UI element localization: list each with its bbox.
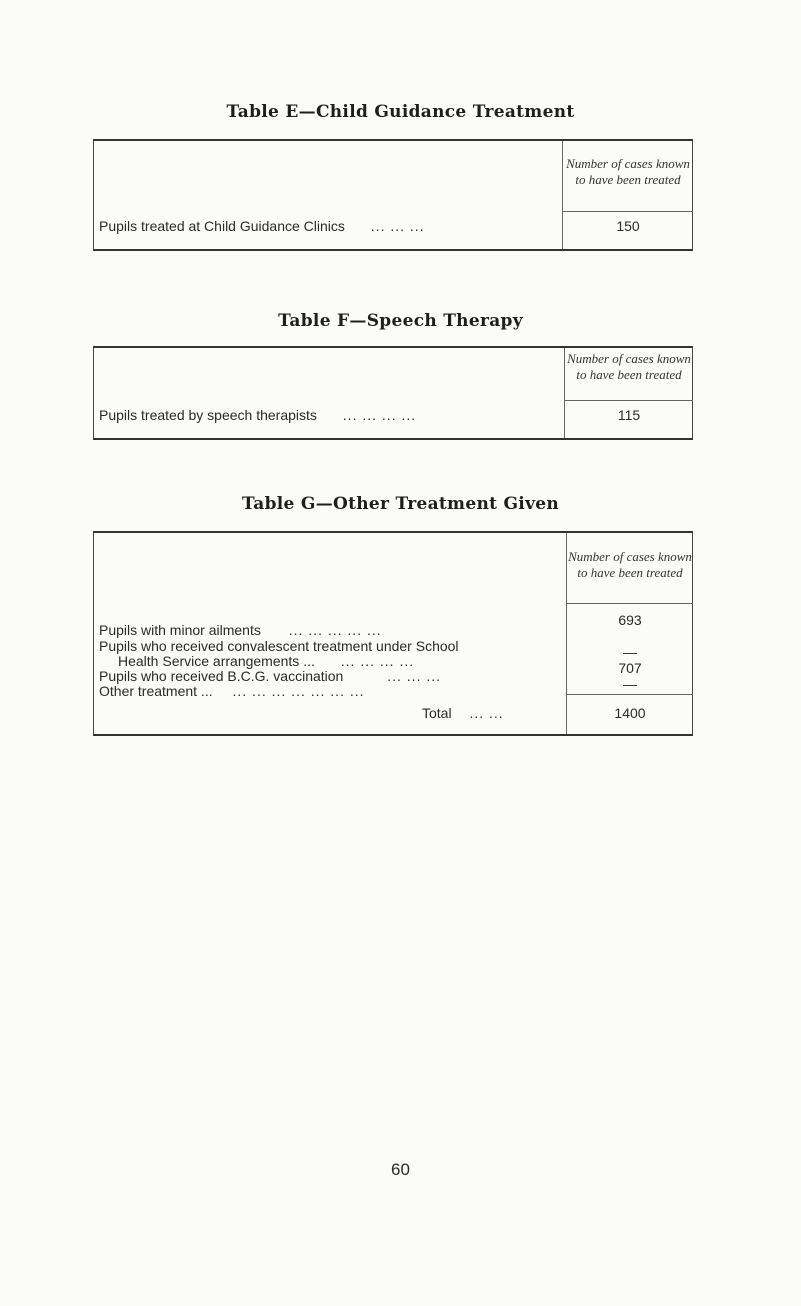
table-f	[93, 346, 693, 440]
table-row	[99, 684, 365, 698]
leader-dots: ... ... ...	[370, 218, 425, 234]
total-value: 1400	[614, 705, 646, 721]
total-label: Total	[422, 705, 452, 721]
total-rule	[566, 694, 693, 695]
row-label: Pupils with minor ailments	[99, 622, 261, 638]
row-label: Pupils who received convalescent treatment under School	[99, 638, 459, 654]
row-value: 150	[616, 218, 640, 234]
row-value: —	[623, 644, 637, 660]
table-row	[99, 408, 416, 422]
header-rule	[566, 603, 693, 604]
header-rule	[564, 400, 693, 401]
row-value: —	[623, 676, 637, 692]
row-label: Pupils who received B.C.G. vaccination	[99, 668, 344, 684]
leader-dots: ... ... ...	[387, 668, 442, 684]
table-row	[99, 623, 382, 637]
leader-dots: ... ... ... ... ... ... ...	[232, 683, 365, 699]
column-divider	[564, 348, 565, 438]
table-f-title: Table F—Speech Therapy	[278, 311, 523, 331]
header-rule	[562, 211, 693, 212]
leader-dots: ... ...	[469, 705, 504, 721]
table-e-column-header: Number of cases known to have been treated	[566, 156, 690, 187]
table-row	[99, 639, 459, 653]
leader-dots: ... ... ... ... ...	[288, 622, 382, 638]
column-divider	[562, 141, 563, 249]
table-g-title: Table G—Other Treatment Given	[241, 494, 560, 514]
leader-dots: ... ... ... ...	[342, 407, 417, 423]
table-f-column-header: Number of cases known to have been treated	[567, 351, 691, 382]
row-label: Pupils treated at Child Guidance Clinics	[99, 218, 345, 234]
column-divider	[566, 533, 567, 734]
table-e-title: Table E—Child Guidance Treatment	[226, 102, 575, 122]
table-g-column-header: Number of cases known to have been treated	[568, 549, 692, 580]
row-value: 693	[618, 612, 642, 628]
table-row	[99, 219, 425, 233]
page-number: 60	[391, 1160, 410, 1179]
table-row	[118, 654, 414, 668]
total-row	[422, 706, 504, 720]
row-value: 115	[617, 407, 641, 423]
row-label: Health Service arrangements ...	[118, 653, 315, 669]
table-row	[99, 669, 441, 683]
row-label: Other treatment ...	[99, 683, 213, 699]
table-e	[93, 139, 693, 251]
row-value: 707	[618, 660, 642, 676]
table-g	[93, 531, 693, 736]
leader-dots: ... ... ... ...	[340, 653, 415, 669]
row-label: Pupils treated by speech therapists	[99, 407, 317, 423]
